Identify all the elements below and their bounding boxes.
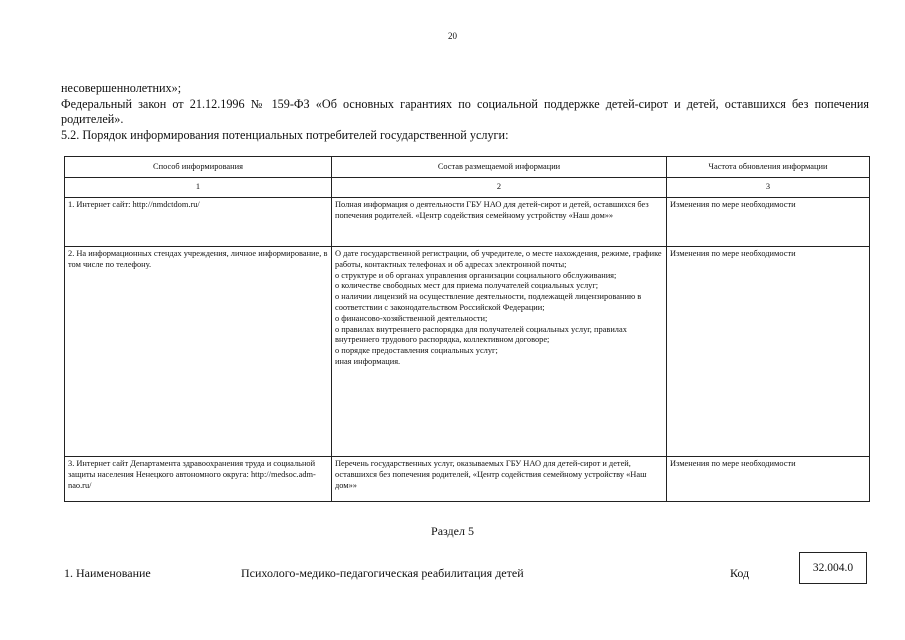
content-line: о порядке предоставления социальных услуг; (335, 346, 498, 356)
table-row (65, 198, 870, 247)
information-table (64, 156, 870, 502)
header-content: Состав размещаемой информации (332, 157, 667, 178)
page-number: 20 (448, 31, 457, 41)
frequency-cell: Изменения по мере необходимости (667, 247, 870, 457)
service-name-line (64, 562, 869, 584)
code-label: Код (730, 566, 750, 580)
content-line: иная информация. (335, 356, 401, 366)
content-line: О дате государственной регистрации, об учредителе, о месте нахождения, режиме, графике работы, контактных телефонах и об адресах электронной почты; (335, 249, 662, 269)
content-line: о количестве свободных мест для приема получателей социальных услуг; (335, 281, 599, 291)
content-line: о правилах внутреннего распорядка для получателей социальных услуг, правилах внутреннего трудового распорядка, коллективном договоре; (335, 324, 627, 345)
intro-text (61, 81, 869, 143)
method-cell: 2. На информационных стендах учреждения, личное информирование, в том числе по телефону. (65, 247, 332, 457)
column-number: 2 (332, 178, 667, 198)
header-frequency: Частота обновления информации (667, 157, 870, 178)
method-cell: 1. Интернет сайт: http://nmdctdom.ru/ (65, 198, 332, 247)
content-line: Перечень государственных услуг, оказываемых ГБУ НАО для детей-сирот и детей, оставшихся без попечения родителей, «Центр содействия семейному устройству «Наш дом»» (335, 459, 647, 490)
intro-line-1: несовершеннолетних»; (61, 81, 182, 95)
content-line: о наличии лицензий на осуществление деятельности, подлежащей лицензированию в соответствии с законодательством Российской Федерации; (335, 292, 642, 312)
content-line: о структуре и об органах управления организации социального обслуживания; (335, 270, 617, 280)
content-cell (332, 457, 667, 502)
content-cell (332, 198, 667, 247)
table-number-row (65, 178, 870, 198)
service-name-label: 1. Наименование (64, 566, 151, 580)
content-cell (332, 247, 667, 457)
intro-line-3: 5.2. Порядок информирования потенциальных потребителей государственной услуги: (61, 127, 509, 142)
frequency-cell: Изменения по мере необходимости (667, 198, 870, 247)
section-title: Раздел 5 (431, 524, 474, 538)
header-method: Способ информирования (65, 157, 332, 178)
frequency-cell: Изменения по мере необходимости (667, 457, 870, 502)
code-box: 32.004.0 (799, 552, 867, 584)
content-line: Полная информация о деятельности ГБУ НАО для детей-сирот и детей, оставшихся без попечения родителей. «Центр содействия семейному устройству «Наш дом»» (335, 200, 649, 220)
table-row (65, 457, 870, 502)
table-header-row (65, 157, 870, 178)
content-line: о финансово-хозяйственной деятельности; (335, 313, 488, 323)
method-cell: 3. Интернет сайт Департамента здравоохранения труда и социальной защиты населения Ненецкого автономного округа: http://medsoc.adm-nao.ru/ (65, 457, 332, 502)
column-number: 1 (65, 178, 332, 198)
intro-line-2: Федеральный закон от 21.12.1996 № 159-ФЗ «Об основных гарантиях по социальной поддержке детей-сирот и детей, оставшихся без попечения родителей». (61, 96, 869, 127)
column-number: 3 (667, 178, 870, 198)
service-name-value: Психолого-медико-педагогическая реабилитация детей (241, 566, 524, 580)
table-row (65, 247, 870, 457)
